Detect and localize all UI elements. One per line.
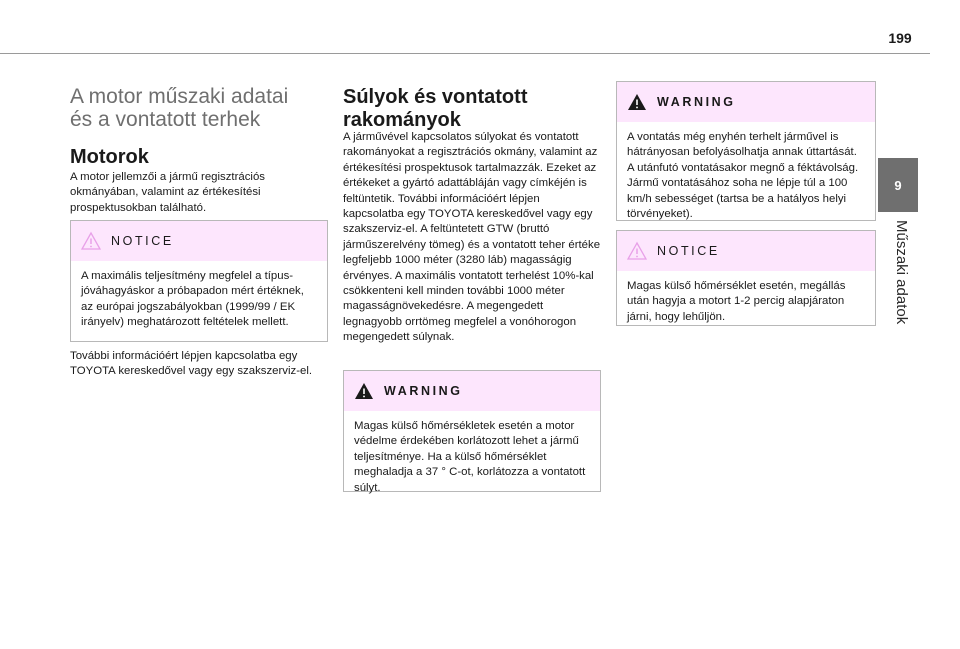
notice-text: A maximális teljesítmény megfelel a típus-jóváhagyáskor a próbapadon mért értéknek, az európai jogszabályokban (1999/99 / EK irányelv) meghatározott feltételek mellett.	[81, 270, 304, 329]
chapter-title: Műszaki adatok	[893, 220, 910, 325]
towing-warning-header	[617, 82, 875, 122]
weights-heading-line2: rakományok	[343, 109, 461, 131]
subheading-engines: Motorok	[70, 146, 149, 168]
warning-triangle-icon	[627, 92, 647, 112]
warning-text: Magas külső hőmérsékletek esetén a motor védelme érdekében korlátozott lehet a jármű teljesítménye. Ha a külső hőmérséklet meghaladja a 37 ° C-ot, korlátozza a vontatott súlyt.	[354, 420, 586, 494]
engine-intro: A motor jellemzői a jármű regisztrációs okmányában, valamint az értékesítési prospektusokban található.	[70, 171, 265, 214]
notice-triangle-icon	[627, 241, 647, 261]
warning-box	[343, 370, 601, 492]
towing-notice-text: Magas külső hőmérséklet esetén, megállás után hagyja a motort 1-2 percig alapjáraton járni, hogy lehűljön.	[627, 280, 846, 323]
chapter-tab[interactable]: 9	[878, 158, 918, 212]
weights-heading-line1: Súlyok és vontatott	[343, 86, 528, 108]
page-number: 199	[888, 30, 912, 46]
engine-footer: További információért lépjen kapcsolatba egy TOYOTA kereskedővel vagy egy szakszerviz-el.	[70, 350, 313, 378]
notice-triangle-icon	[81, 231, 101, 251]
towing-warning-text: A vontatás még enyhén terhelt járművel is hátrányosan befolyásolhatja annak úttartását. A utánfutó vontatásakor megnő a féktávolság. Jármű vontatásához soha ne lépje túl a 100 km/h sebességet (tartsa be a hatályos helyi törvényeket).	[627, 131, 859, 221]
weights-body: A járművével kapcsolatos súlyokat és vontatott rakományokat a regisztrációs okmány, valamint az értékesítési prospektusok tartalmazzák. Ezeket az értékeket a gyártó adattábláján vagy címkéjén is feltüntetik. További információért lépjen kapcsolatba egy TOYOTA kereskedővel vagy egy szakszerviz-el. A feltüntetett GTW (bruttó járműszerelvény tömeg) és a vontatott teher értéke legfeljebb 1000 méter (3280 láb) magasságig érvényes. A maximális vontatott terhelést 10%-kal csökkenteni kell minden további 1000 méter magasságnövekedésre. A megengedett legnagyobb orrtömeg megfelel a vonóhorogon megengedett súlynak.	[343, 131, 601, 344]
warning-label: WARNING	[384, 384, 463, 398]
warning-triangle-icon	[354, 381, 374, 401]
notice-box	[70, 220, 328, 342]
towing-warning-box	[616, 81, 876, 221]
top-divider	[0, 53, 930, 54]
towing-notice-header	[617, 231, 875, 271]
towing-warning-label: WARNING	[657, 95, 736, 109]
section-heading-line1: A motor műszaki adatai	[70, 85, 289, 108]
section-heading-line2: és a vontatott terhek	[70, 108, 261, 131]
warning-header	[344, 371, 600, 411]
towing-notice-box	[616, 230, 876, 326]
towing-notice-label: NOTICE	[657, 244, 720, 258]
notice-header	[71, 221, 327, 261]
notice-label: NOTICE	[111, 234, 174, 248]
